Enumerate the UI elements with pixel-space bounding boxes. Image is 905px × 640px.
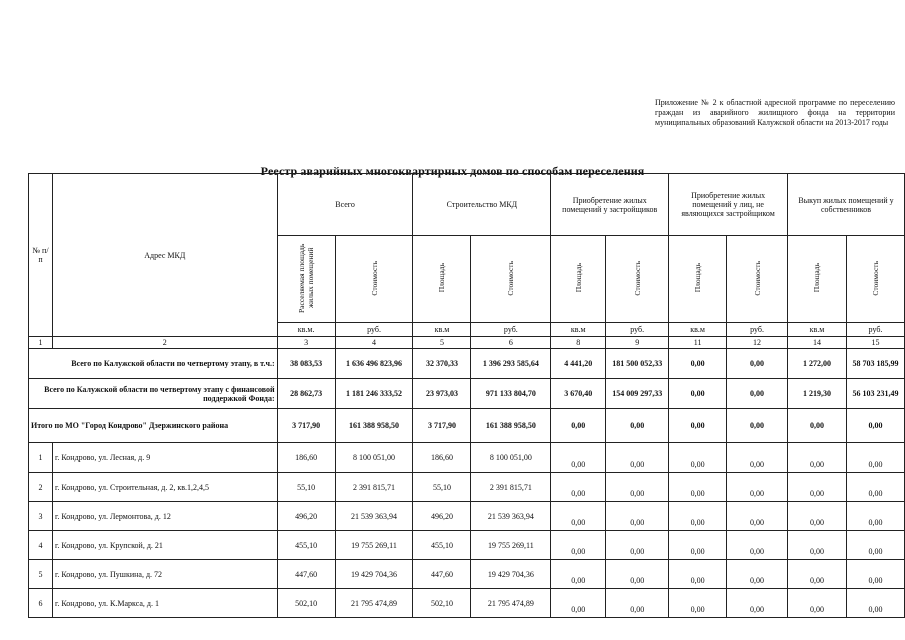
- row-value: 0,00: [669, 443, 727, 473]
- total-value: 3 717,90: [413, 409, 471, 443]
- header-row-groups: [29, 174, 905, 236]
- row-address: г. Кондрово, ул. Пушкина, д. 72: [52, 560, 277, 589]
- row-value: 0,00: [846, 473, 904, 502]
- registry-table: [28, 173, 905, 618]
- row-address: г. Кондрово, ул. Строительная, д. 2, кв.1,2,4,5: [52, 473, 277, 502]
- row-value: 447,60: [277, 560, 335, 589]
- col-number: 9: [606, 337, 669, 349]
- total-value: 38 083,53: [277, 349, 335, 379]
- header-num: № п/п: [29, 174, 53, 337]
- row-value: 0,00: [606, 473, 669, 502]
- header-group-non-developers: Приобретение жилых помещений у лиц, не являющихся застройщиком: [669, 174, 788, 236]
- row-value: 0,00: [846, 589, 904, 618]
- page-title: Реестр аварийных многоквартирных домов по способам переселения: [260, 164, 645, 178]
- row-value: 19 755 269,11: [471, 531, 551, 560]
- col-number: 15: [846, 337, 904, 349]
- row-value: 0,00: [551, 589, 606, 618]
- total-value: 1 272,00: [788, 349, 847, 379]
- header-sub: Стоимость: [506, 260, 516, 296]
- header-sub: Площадь: [693, 263, 703, 293]
- row-value: 21 795 474,89: [471, 589, 551, 618]
- total-value: 3 670,40: [551, 379, 606, 409]
- row-value: 186,60: [277, 443, 335, 473]
- row-value: 0,00: [727, 502, 788, 531]
- row-address: г. Кондрово, ул. Лесная, д. 9: [52, 443, 277, 473]
- row-value: 2 391 815,71: [471, 473, 551, 502]
- row-value: 2 391 815,71: [335, 473, 413, 502]
- col-number: 3: [277, 337, 335, 349]
- header-sub: Расселяемая площадь жилых помещений: [297, 243, 316, 313]
- total-value: 0,00: [846, 409, 904, 443]
- header-sub: Площадь: [437, 263, 447, 293]
- total-value: 1 181 246 333,52: [335, 379, 413, 409]
- unit-cell: кв.м: [551, 323, 606, 337]
- header-sub: Стоимость: [632, 260, 642, 296]
- header-sub: Площадь: [812, 263, 822, 293]
- col-number: 1: [29, 337, 53, 349]
- row-value: 447,60: [413, 560, 471, 589]
- row-value: 502,10: [277, 589, 335, 618]
- row-value: 0,00: [788, 531, 847, 560]
- row-value: 19 429 704,36: [335, 560, 413, 589]
- row-value: 55,10: [413, 473, 471, 502]
- row-value: 0,00: [606, 589, 669, 618]
- row-value: 0,00: [727, 531, 788, 560]
- table-row: [29, 443, 905, 473]
- header-sub: Стоимость: [369, 260, 379, 296]
- total-value: 161 388 958,50: [335, 409, 413, 443]
- row-value: 0,00: [551, 502, 606, 531]
- row-value: 0,00: [788, 589, 847, 618]
- col-number: 6: [471, 337, 551, 349]
- row-value: 0,00: [551, 560, 606, 589]
- row-value: 21 795 474,89: [335, 589, 413, 618]
- row-value: 0,00: [846, 502, 904, 531]
- row-value: 0,00: [669, 473, 727, 502]
- total-value: 0,00: [669, 379, 727, 409]
- col-number: 2: [52, 337, 277, 349]
- total-value: 3 717,90: [277, 409, 335, 443]
- table-row: [29, 473, 905, 502]
- total-value: 0,00: [788, 409, 847, 443]
- table-row: [29, 531, 905, 560]
- total-value: 0,00: [727, 349, 788, 379]
- row-value: 0,00: [606, 502, 669, 531]
- row-value: 0,00: [669, 589, 727, 618]
- header-group-total: Всего: [277, 174, 413, 236]
- total-value: 1 219,30: [788, 379, 847, 409]
- col-number: 14: [788, 337, 847, 349]
- column-number-row: [29, 337, 905, 349]
- total-value: 0,00: [606, 409, 669, 443]
- row-address: г. Кондрово, ул. Крупской, д. 21: [52, 531, 277, 560]
- row-value: 496,20: [277, 502, 335, 531]
- table-row: [29, 560, 905, 589]
- total-label: Всего по Калужской области по четвертому этапу с финансовой поддержкой Фонда:: [29, 379, 278, 409]
- table-row: [29, 589, 905, 618]
- row-value: 0,00: [606, 443, 669, 473]
- row-value: 0,00: [669, 531, 727, 560]
- unit-cell: кв.м: [413, 323, 471, 337]
- row-value: 19 429 704,36: [471, 560, 551, 589]
- row-value: 21 539 363,94: [471, 502, 551, 531]
- row-value: 0,00: [788, 473, 847, 502]
- total-value: 58 703 185,99: [846, 349, 904, 379]
- total-value: 0,00: [727, 379, 788, 409]
- row-value: 0,00: [551, 531, 606, 560]
- header-address: Адрес МКД: [52, 174, 277, 337]
- col-number: 12: [727, 337, 788, 349]
- row-value: 8 100 051,00: [471, 443, 551, 473]
- table-row: [29, 502, 905, 531]
- unit-cell: кв.м: [788, 323, 847, 337]
- header-group-developers: Приобретение жилых помещений у застройщиков: [551, 174, 669, 236]
- total-value: 0,00: [727, 409, 788, 443]
- total-label: Итого по МО "Город Кондрово" Дзержинского района: [29, 409, 278, 443]
- total-value: 0,00: [669, 409, 727, 443]
- row-value: 0,00: [606, 531, 669, 560]
- row-value: 0,00: [788, 443, 847, 473]
- row-value: 0,00: [727, 560, 788, 589]
- total-row-region: [29, 349, 905, 379]
- row-value: 0,00: [788, 502, 847, 531]
- col-number: 4: [335, 337, 413, 349]
- total-value: 0,00: [669, 349, 727, 379]
- total-value: 1 636 496 823,96: [335, 349, 413, 379]
- total-value: 0,00: [551, 409, 606, 443]
- header-sub: Стоимость: [870, 260, 880, 296]
- appendix-note: Приложение № 2 к областной адресной программе по переселению граждан из аварийного жилищного фонда на территории муниципальных образований Калужской области на 2013-2017 годы: [655, 98, 895, 127]
- total-value: 4 441,20: [551, 349, 606, 379]
- col-number: 11: [669, 337, 727, 349]
- header-group-buyout: Выкуп жилых помещений у собственников: [788, 174, 905, 236]
- row-value: 0,00: [727, 443, 788, 473]
- row-number: 2: [29, 473, 53, 502]
- total-value: 32 370,33: [413, 349, 471, 379]
- row-value: 0,00: [551, 443, 606, 473]
- header-sub: Площадь: [573, 263, 583, 293]
- row-value: 0,00: [727, 473, 788, 502]
- row-value: 0,00: [551, 473, 606, 502]
- row-value: 0,00: [846, 531, 904, 560]
- header-sub: Стоимость: [752, 260, 762, 296]
- row-value: 8 100 051,00: [335, 443, 413, 473]
- total-value: 23 973,03: [413, 379, 471, 409]
- row-value: 0,00: [846, 560, 904, 589]
- row-value: 502,10: [413, 589, 471, 618]
- total-value: 971 133 804,70: [471, 379, 551, 409]
- row-value: 0,00: [846, 443, 904, 473]
- total-value: 1 396 293 585,64: [471, 349, 551, 379]
- total-row-municipality: [29, 409, 905, 443]
- row-value: 21 539 363,94: [335, 502, 413, 531]
- unit-cell: руб.: [471, 323, 551, 337]
- total-row-fund: [29, 379, 905, 409]
- total-value: 56 103 231,49: [846, 379, 904, 409]
- total-value: 161 388 958,50: [471, 409, 551, 443]
- col-number: 8: [551, 337, 606, 349]
- row-number: 5: [29, 560, 53, 589]
- unit-cell: кв.м: [669, 323, 727, 337]
- col-number: 5: [413, 337, 471, 349]
- row-value: 496,20: [413, 502, 471, 531]
- row-value: 55,10: [277, 473, 335, 502]
- row-address: г. Кондрово, ул. Лермонтова, д. 12: [52, 502, 277, 531]
- row-value: 0,00: [669, 502, 727, 531]
- row-number: 4: [29, 531, 53, 560]
- header-group-construction: Строительство МКД: [413, 174, 551, 236]
- total-label: Всего по Калужской области по четвертому этапу, в т.ч.:: [29, 349, 278, 379]
- unit-cell: руб.: [727, 323, 788, 337]
- total-value: 154 009 297,33: [606, 379, 669, 409]
- unit-cell: кв.м.: [277, 323, 335, 337]
- row-number: 6: [29, 589, 53, 618]
- row-number: 1: [29, 443, 53, 473]
- row-value: 0,00: [669, 560, 727, 589]
- total-value: 181 500 052,33: [606, 349, 669, 379]
- unit-cell: руб.: [335, 323, 413, 337]
- total-value: 28 862,73: [277, 379, 335, 409]
- row-value: 19 755 269,11: [335, 531, 413, 560]
- row-value: 455,10: [277, 531, 335, 560]
- row-value: 455,10: [413, 531, 471, 560]
- row-value: 0,00: [788, 560, 847, 589]
- row-value: 186,60: [413, 443, 471, 473]
- row-value: 0,00: [727, 589, 788, 618]
- unit-cell: руб.: [606, 323, 669, 337]
- row-number: 3: [29, 502, 53, 531]
- row-address: г. Кондрово, ул. К.Маркса, д. 1: [52, 589, 277, 618]
- row-value: 0,00: [606, 560, 669, 589]
- unit-cell: руб.: [846, 323, 904, 337]
